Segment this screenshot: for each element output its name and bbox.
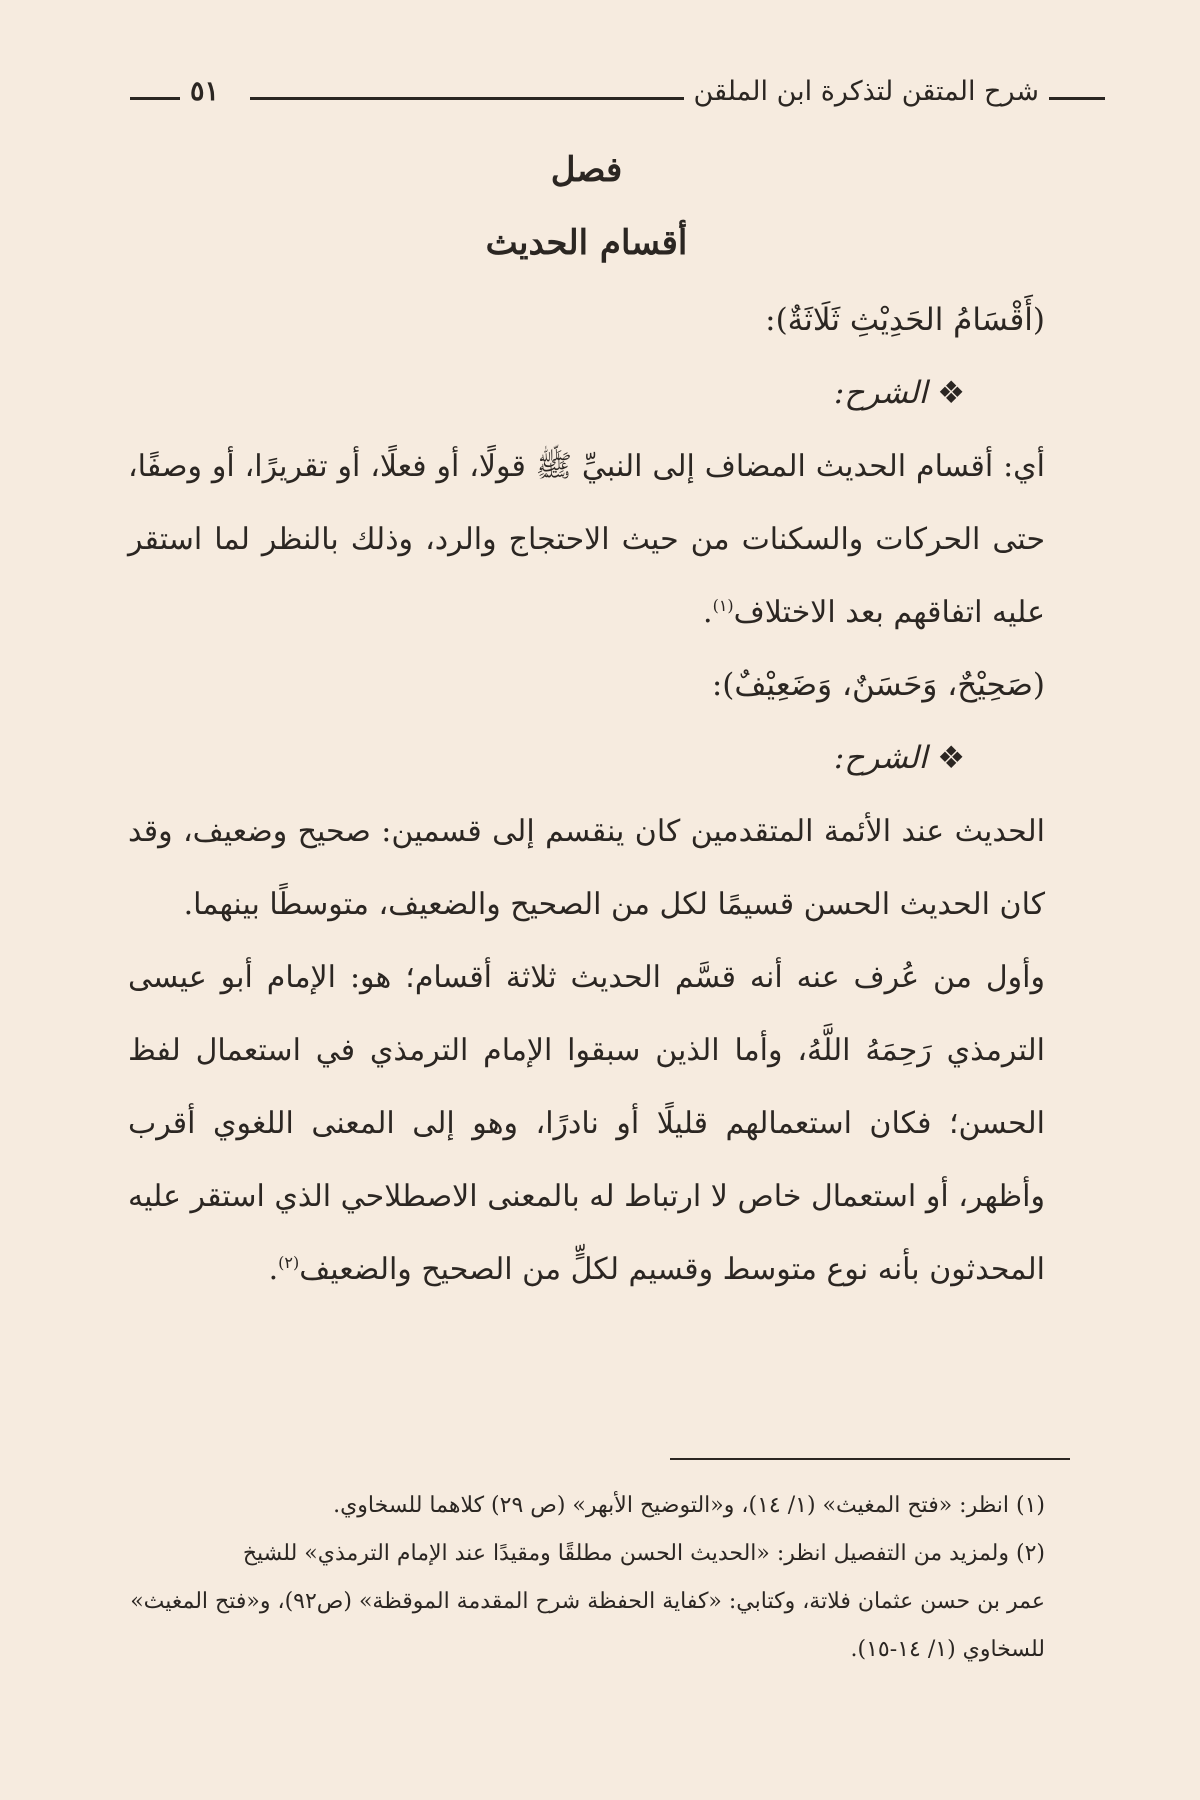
footnote-1: (١) انظر: «فتح المغيث» (١/ ١٤)، و«التوضيح الأبهر» (ص ٢٩) كلاهما للسخاوي. (333, 1493, 1045, 1518)
footnote-ref-2: (٢) (278, 1253, 300, 1272)
paragraph-1-end: . (703, 595, 713, 630)
footnote-ref-1: (١) (712, 596, 734, 615)
paragraph-1 (128, 430, 1045, 649)
paragraph-3-text: وأول من عُرف عنه أنه قسَّم الحديث ثلاثة أقسام؛ هو: الإمام أبو عيسى الترمذي رَحِمَهُ اللَّهُ، وأما الذين سبقوا الإمام الترمذي في استعمال لفظ الحسن؛ فكان استعمالهم قليلًا أو نادرًا، وهو إلى المعنى اللغوي أقرب وأظهر، أو استعمال خاص لا ارتباط له بالمعنى الاصطلاحي الذي استقر عليه المحدثون بأنه نوع متوسط وقسيم لكلٍّ من الصحيح والضعيف (128, 960, 1045, 1287)
header-rule-middle (250, 97, 735, 100)
four-petal-star-icon: ❖ (937, 740, 965, 776)
section-subtitle: أقسام الحديث (485, 223, 688, 263)
header-rule-left (130, 97, 180, 100)
paragraph-3 (128, 941, 1045, 1306)
footnotes (128, 1482, 1045, 1674)
paragraph-3-end: . (268, 1252, 279, 1287)
main-text (128, 140, 1045, 1306)
page-number: ٥١ (190, 76, 220, 107)
footnote-2-line-2: عمر بن حسن عثمان فلاتة، وكتابي: «كفاية الحفظة شرح المقدمة الموقظة» (ص٩٢)، و«فتح المغيث» (130, 1589, 1045, 1614)
running-header-title: شرح المتقن لتذكرة ابن الملقن (684, 72, 1049, 112)
paragraph-2: الحديث عند الأئمة المتقدمين كان ينقسم إلى قسمين: صحيح وضعيف، وقد كان الحديث الحسن قسيمًا لكل من الصحيح والضعيف، متوسطًا بينهما. (128, 814, 1045, 922)
four-petal-star-icon: ❖ (937, 375, 965, 411)
header-rule-right (1045, 97, 1105, 100)
matn-line-1: (أَقْسَامُ الحَدِيْثِ ثَلَاثَةٌ): (765, 302, 1045, 338)
footnote-2-line-3: للسخاوي (١/ ١٤-١٥). (850, 1637, 1045, 1662)
running-header (130, 72, 1115, 112)
sharh-label: الشرح: (833, 740, 928, 776)
footnote-separator (670, 1458, 1070, 1460)
section-title: فصل (550, 150, 623, 190)
sharh-heading-2 (128, 722, 1045, 795)
sharh-label: الشرح: (833, 375, 928, 411)
footnote-2-line-1: (٢) ولمزيد من التفصيل انظر: «الحديث الحسن مطلقًا ومقيدًا عند الإمام الترمذي» للشيخ (242, 1541, 1045, 1566)
sharh-heading-1 (128, 357, 1045, 430)
matn-line-2: (صَحِيْحٌ، وَحَسَنٌ، وَضَعِيْفٌ): (711, 667, 1045, 703)
paragraph-1-text: أي: أقسام الحديث المضاف إلى النبيِّ ﷺ قولًا، أو فعلًا، أو تقريرًا، أو وصفًا، حتى الحركات والسكنات من حيث الاحتجاج والرد، وذلك بالنظر لما استقر عليه اتفاقهم بعد الاختلاف (128, 449, 1045, 630)
